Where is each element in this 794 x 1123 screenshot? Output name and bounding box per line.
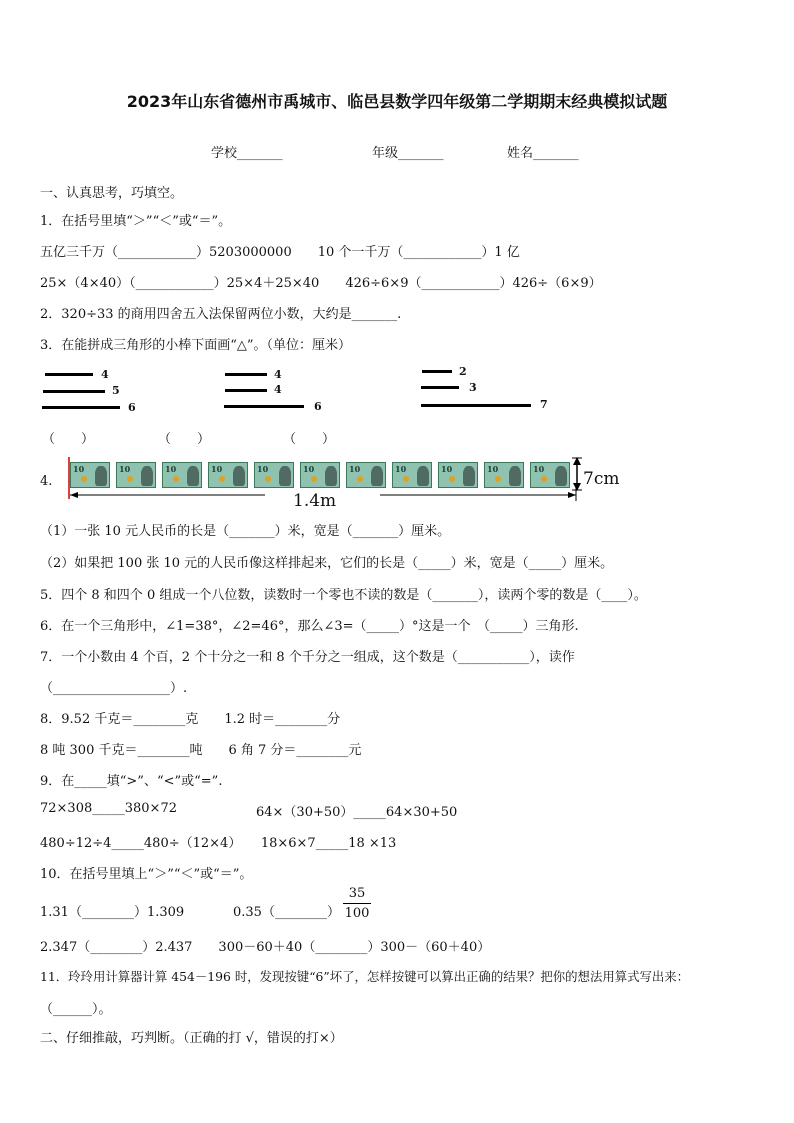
q4-sub2: （2）如果把 100 张 10 元的人民币像这样排起来，它们的长是（_____）米，宽是（_____）厘米。 — [40, 556, 614, 571]
banknote: 10 — [70, 462, 110, 488]
q3-stem: 3．在能拼成三角形的小棒下面画“△”。（单位：厘米） — [40, 338, 352, 353]
q8-row1: 8．9.52 千克＝________克 1.2 时＝________分 — [40, 712, 341, 727]
stick-label: 4 — [274, 383, 282, 396]
q11-line1: 11．玲玲用计算器计算 454－196 时，发现按键“6”坏了，怎样按键可以算出正确的结果？把你的想法用算式写出来： — [40, 969, 690, 984]
banknote: 10 — [254, 462, 294, 488]
q10-row1b: 0.35（________） — [233, 905, 340, 920]
banknote: 10 — [208, 462, 248, 488]
stick-label: 6 — [128, 401, 136, 414]
banknote: 10 — [438, 462, 478, 488]
stick-label: 4 — [274, 368, 282, 381]
q10-stem: 10．在括号里填上“＞”“＜”或“＝”。 — [40, 867, 253, 882]
stick — [224, 405, 304, 408]
stick-label: 3 — [469, 381, 477, 394]
dimension-lines — [60, 455, 640, 515]
length-label: 1.4m — [293, 491, 337, 511]
banknote: 10 — [162, 462, 202, 488]
q5: 5．四个 8 和四个 0 组成一个八位数，读数时一个零也不读的数是（_______），读两个零的数是（____）。 — [40, 588, 647, 603]
q9-row1a: 72×308_____380×72 — [40, 801, 177, 816]
q6: 6．在一个三角形中，∠1=38°，∠2=46°，那么∠3=（_____）°这是一个 （_____）三角形. — [40, 619, 579, 634]
banknote: 10 — [530, 462, 570, 488]
q2: 2．320÷33 的商用四舍五入法保留两位小数，大约是_______. — [40, 307, 402, 322]
section-2-heading: 二、仔细推敲，巧判断。（正确的打 √，错误的打×） — [40, 1031, 343, 1046]
answer-bracket[interactable]: （ ） — [158, 432, 211, 447]
q10-row1a: 1.31（________）1.309 — [40, 905, 185, 920]
stick — [42, 406, 120, 409]
stick-label: 6 — [314, 400, 322, 413]
answer-bracket[interactable]: （ ） — [42, 432, 95, 447]
fraction-denominator: 100 — [344, 906, 370, 921]
page-title: 2023年山东省德州市禹城市、临邑县数学四年级第二学期期末经典模拟试题 — [126, 92, 668, 111]
q9-stem: 9．在_____填“>”、“<”或“=”. — [40, 774, 223, 789]
banknote: 10 — [392, 462, 432, 488]
grade-field[interactable]: 年级_______ — [372, 146, 444, 161]
stick — [421, 386, 459, 389]
stick — [422, 370, 452, 373]
stick — [421, 404, 531, 407]
banknote: 10 — [300, 462, 340, 488]
q11-line2: （______）。 — [40, 1002, 112, 1017]
q10-row2: 2.347（________）2.437 300－60＋40（________）300－（60＋40） — [40, 940, 491, 955]
stick-label: 4 — [101, 368, 109, 381]
stick-label: 7 — [540, 398, 548, 411]
width-label: 7cm — [583, 469, 620, 489]
banknote: 10 — [346, 462, 386, 488]
stick — [45, 373, 93, 376]
q9-row2: 480÷12÷4_____480÷（12×4） 18×6×7_____18 ×13 — [40, 836, 397, 851]
q1-row1: 五亿三千万（____________）5203000000 10 个一千万（____________）1 亿 — [40, 245, 520, 260]
stick-label: 5 — [112, 384, 120, 397]
name-field[interactable]: 姓名_______ — [507, 146, 579, 161]
banknote: 10 — [116, 462, 156, 488]
section-1-heading: 一、认真思考，巧填空。 — [40, 186, 184, 201]
q7-line2: （__________________）. — [40, 681, 188, 696]
stick — [43, 390, 105, 393]
banknote: 10 — [484, 462, 524, 488]
fraction-numerator: 35 — [348, 886, 366, 901]
q1-stem: 1．在括号里填“＞”“＜”或“＝”。 — [40, 214, 232, 229]
q9-row1b: 64×（30+50）_____64×30+50 — [256, 805, 458, 820]
q7-line1: 7．一个小数由 4 个百，2 个十分之一和 8 个千分之一组成，这个数是（___________），读作 — [40, 650, 575, 665]
q4-sub1: （1）一张 10 元人民币的长是（_______）米，宽是（_______）厘米。 — [40, 524, 451, 539]
stick-label: 2 — [459, 365, 467, 378]
q4-number: 4. — [40, 474, 53, 489]
stick — [225, 373, 267, 376]
stick — [225, 389, 267, 392]
answer-bracket[interactable]: （ ） — [283, 432, 336, 447]
school-field[interactable]: 学校_______ — [211, 146, 283, 161]
q8-row2: 8 吨 300 千克＝________吨 6 角 7 分＝________元 — [40, 743, 362, 758]
q1-row2: 25×（4×40）（____________）25×4＋25×40 426÷6×9（____________）426÷（6×9） — [40, 276, 602, 291]
fraction — [343, 886, 371, 921]
